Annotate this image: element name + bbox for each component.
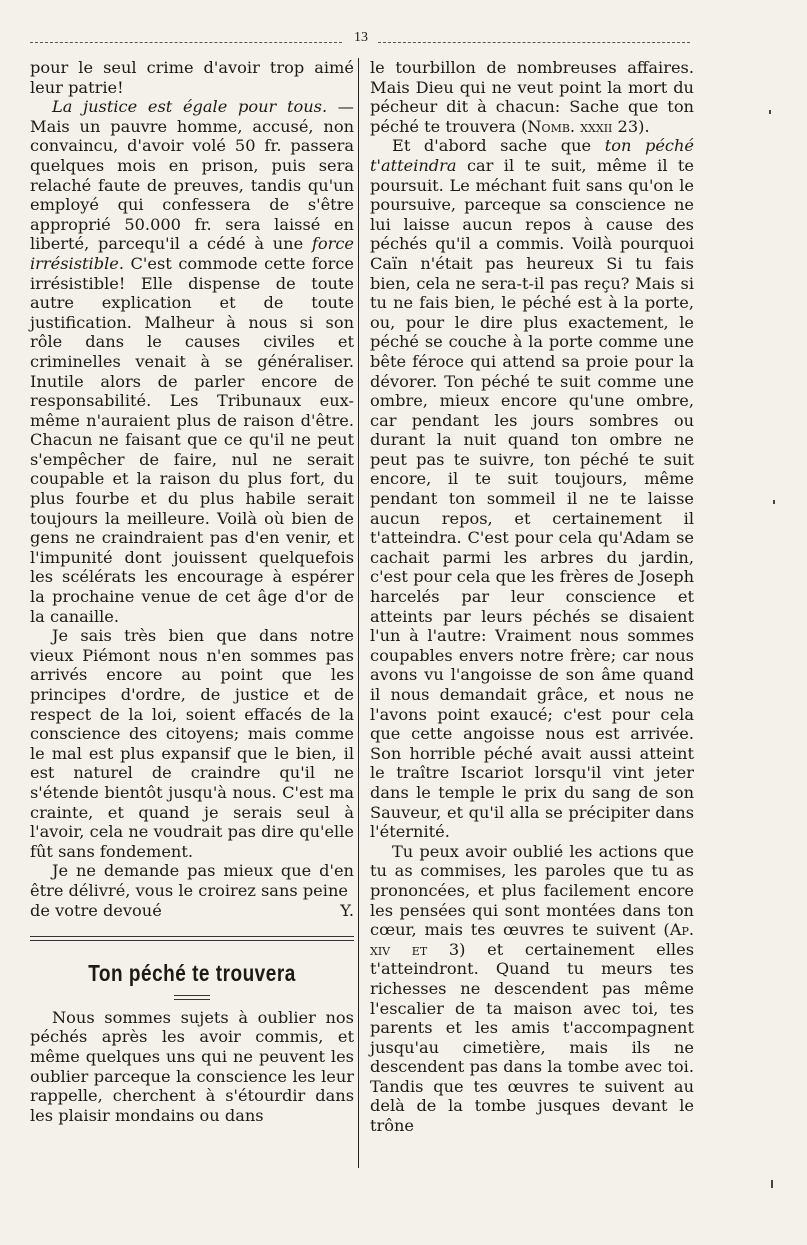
section-divider: [30, 936, 354, 941]
speck: [769, 110, 771, 114]
header-ornament-right: [378, 42, 690, 47]
italic-phrase: ton péché t'atteindra: [370, 136, 694, 175]
paragraph: [370, 58, 694, 136]
paragraph: Je ne demande pas mieux que d'en être délivré, vous le croirez sans peine: [30, 861, 354, 900]
italic-phrase: force irrésistible.: [30, 234, 354, 273]
paragraph: [30, 97, 354, 626]
column-divider: [358, 58, 359, 1168]
text-run: car il te suit, même il te poursuit. Le méchant fuit sans qu'on le poursuive, parceque sa conscience ne lui laisse aucun repos à cause des péchés qu'il a commis. Voilà pourquoi Caïn n'était pas heureux Si tu fais bien, cela ne sera-t-il pas reçu? Mais si tu ne fais bien, le péché est à la porte, ou, pour le dire plus exactement, le péché se couche à la porte comme une bête féroce qui attend sa proie pour la dévorer. Ton péché te suit comme une ombre, mieux encore qu'une ombre, car pendant les jours sombres ou durant la nuit quand ton ombre ne peut pas te suivre, ton péché te suit encore, il te suit toujours, même pendant ton sommeil il ne te laisse aucun repos, et certainement il t'atteindra. C'est pour cela qu'Adam se cachait parmi les arbres du jardin, c'est pour cela que les frères de Joseph harcelés par leur conscience et atteints par leurs péchés se disaient l'un à l'autre: Vraiment nous sommes coupables envers notre frère; car nous avons vu l'angoisse de son âme quand il nous demandait grâce, et nous ne l'avons point exaucé; c'est pour cela que cette angoisse nous est arrivée. Son horrible péché avait aussi atteint le traître Iscariot lorsqu'il vint jeter dans le temple le prix du sang de son Sauveur, et qu'il alla se précipiter dans l'éternité.: [370, 155, 694, 842]
speck: [771, 1180, 773, 1188]
header-ornament-left: [30, 42, 342, 47]
page-number: 13: [354, 30, 368, 45]
signoff: [30, 901, 354, 921]
title-ornament: [174, 995, 210, 1000]
text-run: — Mais un pauvre homme, accusé, non convaincu, d'avoir volé 50 fr. passera quelques mois en prison, puis sera relaché faute de preuves, tandis qu'un employé qui confessera de s'être approprié 50.000 fr. sera laissé en liberté, parcequ'il a cédé à une: [30, 97, 354, 254]
text-run: ) et certainement elles t'atteindront. Quand tu meurs tes richesses ne descendent pas même l'escalier de ta maison avec toi, tes parents et les amis t'accompagnent jusqu'au cimetière, mais ils ne descendent pas dans la tombe avec toi. Tandis que tes œuvres te suivent au delà de la tombe jusques devant le trône: [370, 939, 694, 1136]
page-header: [30, 30, 690, 52]
text-run: C'est commode cette force irrésistible! Elle dispense de toute autre explication et de toute justification. Malheur à nous si son rôle dans le causes civiles et criminelles venait à se généraliser. Inutile alors de parler encore de responsabilité. Les Tribunaux eux-même n'auraient plus de raison d'être. Chacun ne faisant que ce qu'il ne peut s'empêcher de faire, nul ne serait coupable et la raison du plus fort, du plus fourbe et du plus habile serait toujours la meilleure. Voilà où bien de gens ne craindraient pas d'en venir, et l'impunité dont jouissent quelquefois les scélérats les encourage à espérer la prochaine venue de cet âge d'or de la canaille.: [30, 253, 354, 626]
article-title: Ton péché te trouvera: [88, 961, 296, 988]
text-run: le tourbillon de nombreuses affaires. Mais Dieu qui ne veut point la mort du pécheur dit à chacun: Sache que ton péché te trouvera (: [370, 58, 694, 136]
signature-initial: Y.: [340, 900, 354, 920]
margin-specks: [769, 70, 779, 1220]
paragraph: Je sais très bien que dans notre vieux Piémont nous n'en sommes pas arrivés encore au point que les principes d'ordre, de justice et de respect de la loi, soient effacés de la conscience des citoyens; mais comme le mal est plus expansif que le bien, il est naturel de craindre qu'il ne s'étende bientôt jusqu'à nous. C'est ma crainte, et quand je serais seul à l'avoir, cela ne voudrait pas dire qu'elle fût sans fondement.: [30, 626, 354, 861]
paragraph: [370, 842, 694, 1136]
scripture-reference: Ap. xiv et 3: [370, 920, 694, 959]
signoff-text: de votre devoué: [30, 900, 162, 920]
italic-phrase: La justice est égale pour tous.: [52, 97, 328, 117]
text-run: Tu peux avoir oublié les actions que tu as commises, les paroles que tu as prononcées, et plus facilement encore les pensées qui sont montées dans ton cœur, mais tes œuvres te suivent (: [370, 841, 694, 940]
left-column: [30, 58, 354, 1125]
text-run: Et d'abord sache que: [392, 136, 605, 156]
text-run: ).: [638, 116, 650, 136]
speck: [773, 500, 775, 504]
paragraph: Nous sommes sujets à oublier nos péchés après les avoir commis, et même quelques uns qui ne peuvent les oublier parceque la conscience les leur rappelle, cherchent à s'étourdir dans les plaisir mondains ou dans: [30, 1007, 354, 1125]
scripture-reference: Nomb. xxxii 23: [527, 116, 639, 136]
paragraph: pour le seul crime d'avoir trop aimé leur patrie!: [30, 58, 354, 97]
right-column: [370, 58, 694, 1136]
paragraph: [370, 136, 694, 841]
